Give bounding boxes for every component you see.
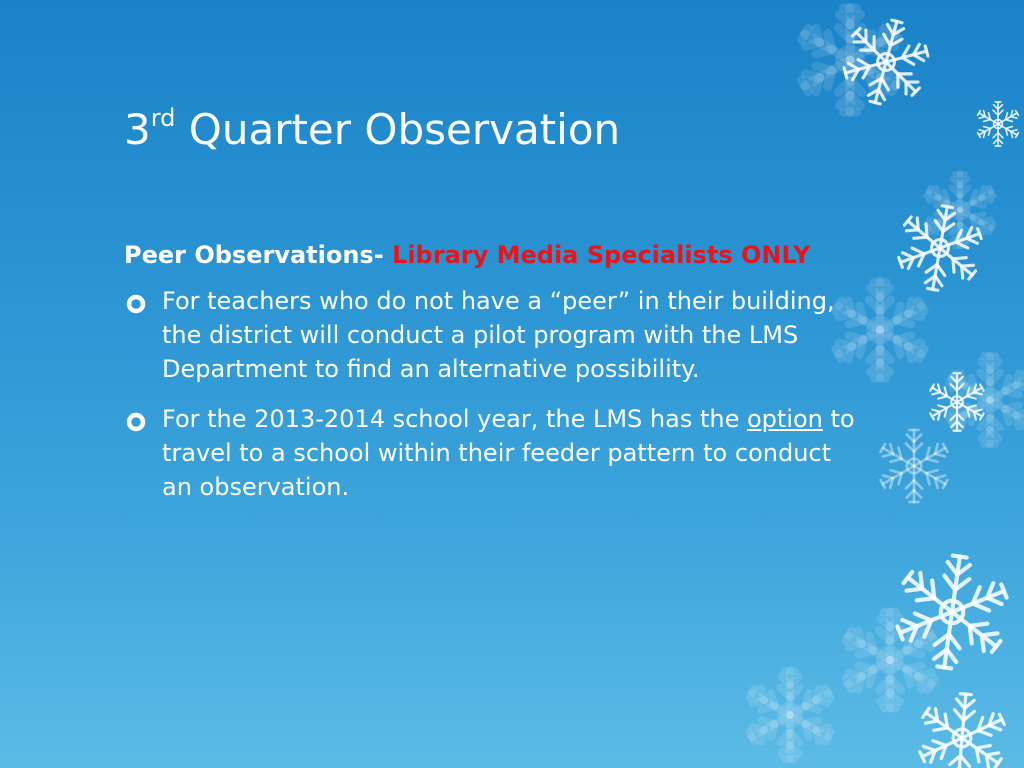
bullet-text-end: to travel to a school within their feeder pattern to conduct an observation. [162, 405, 855, 501]
title-number: 3 [124, 105, 151, 154]
ring-bullet-icon [126, 294, 146, 314]
list-item [124, 402, 864, 504]
title-text: Quarter Observation [175, 105, 621, 154]
section-heading [124, 238, 864, 272]
list-item [124, 284, 864, 386]
bullet-text-start: For the 2013-2014 school year, the LMS has the [162, 405, 747, 433]
snowflake-icon [929, 373, 985, 431]
snowflake-icon [947, 356, 1024, 444]
snowflake-icon [915, 690, 1008, 768]
snowflake-icon [879, 430, 949, 502]
snowflake-icon [835, 11, 936, 113]
snowflake-icon [925, 174, 995, 246]
snowflake-icon [976, 102, 1019, 146]
snowflake-icon [799, 8, 901, 112]
slide-title [124, 100, 620, 160]
snowflake-icon [892, 200, 988, 297]
snowflake-icon [747, 671, 833, 759]
slide-body [124, 238, 864, 520]
heading-highlight: Library Media Specialists ONLY [392, 241, 811, 269]
bullet-text: For teachers who do not have a “peer” in their building, the district will conduct a pilot program with the LMS Department to find an alternative possibility. [162, 287, 835, 383]
underlined-option: option [747, 405, 823, 433]
snowflake-icon [890, 549, 1014, 675]
heading-label: Peer Observations- [124, 241, 393, 269]
snowflake-icon [843, 612, 937, 708]
title-ordinal-suffix: rd [150, 104, 176, 132]
bullet-list [124, 284, 864, 504]
ring-bullet-icon [126, 412, 146, 432]
